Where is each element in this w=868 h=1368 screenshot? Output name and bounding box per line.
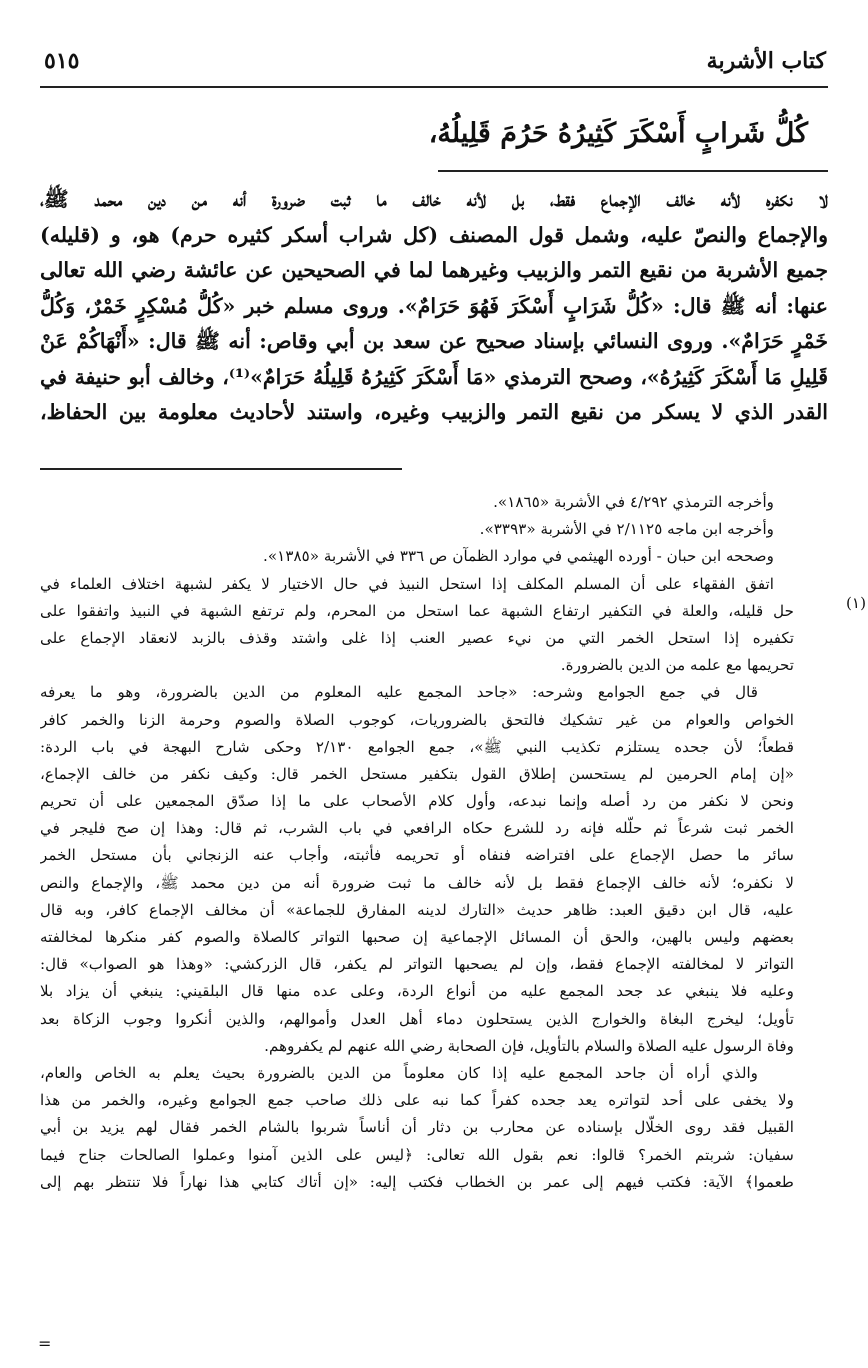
- commentary-block: [40, 182, 828, 431]
- commentary-line: والإجماع والنصّ عليه، وشمل قول المصنف (كل شراب أسكر كثيره حرم) هو، و (قليله): [40, 222, 828, 247]
- matn-box: [428, 110, 828, 172]
- footnote-line: قطعاً؛ لأن جحده يستلزم تكذيب النبي ﷺ»، جمع الجوامع ٢/١٣٠ وحكى شارح البهجة في باب الردة:: [40, 737, 794, 756]
- page-number: ٥١٥: [44, 48, 80, 74]
- footnote-line: التواتر لا لمخالفته الإجماع فقط، وإن لم يصحبها التواتر لم يكفر، قال الزركشي: «وهذا هو الصواب» قال:: [40, 955, 794, 974]
- footnote-line: ونحن لا نكفر من رد أصله وإنما نبدعه، وأول كلام الأصحاب على ما إذا صدّق المجمعين على أن تحريم: [40, 792, 794, 811]
- footnote-line: الخواص والعوام من غير تشكيك فالتحق بالضروريات، كوجوب الصلاة والصوم وحرمة الزنا والخمر كافر: [40, 710, 794, 729]
- commentary-line: خَمْرٍ حَرَامٌ». وروى النسائي بإسناد صحيح عن سعد بن أبي وقاص: أنه ﷺ قال: «أَنْهَاكُمْ عَنْ: [40, 329, 828, 353]
- footnote-line: وفاة الرسول عليه الصلاة والسلام بالتأويل، فإن الصحابة رضي الله عنهم لم يكفروهم.: [264, 1036, 794, 1055]
- footnote-line: تكفيره إذا استحل الخمر التي من نيء عصير العنب إذا غلى واشتد وقذف بالزبد لانعقاد الإجماع على: [40, 628, 794, 647]
- footnote-divider: [40, 468, 402, 470]
- footnote-line: لا نكفره؛ لأنه خالف الإجماع فقط بل لأنه خالف ما ثبت ضرورة أنه من دين محمد ﷺ، والإجماع والنص: [40, 873, 794, 892]
- footnote-line: تحريمها مع علمه من الدين بالضرورة.: [560, 656, 794, 675]
- footnote-line: «إن إمام الحرمين لم يستحسن إطلاق القول بتكفير مستحل الخمر قال: وكيف نكفر من خالف الإجماع،: [40, 764, 794, 783]
- footnote-line: بعضهم وليس بالهين، والحق أن المسائل الإجماعية إن صحبها التواتر كالصلاة والصوم كفر منكرها لمخالفته: [40, 928, 794, 946]
- footnote-line: سفيان: شربتم الخمر؟ قالوا: نعم بقول الله تعالى: ﴿ليس على الذين آمنوا وعملوا الصالحات جناح فيما: [40, 1145, 794, 1164]
- commentary-line: جميع الأشربة من نقيع التمر والزبيب وغيرهما لما في الصحيحين عن عائشة رضي الله تعالى: [40, 258, 828, 282]
- footnote-line: حل قليله، والعلة في التكفير ارتفاع الشبهة عما استحل من المحرم، ولم ترتفع الشبهة في النبيذ واتفقوا على: [40, 601, 794, 620]
- footnote-line: طعموا﴾ الآية: فكتب فيهم إلى عمر بن الخطاب فكتب إليه: «إن أتاك كتابي هذا نهاراً فلا تنتظر بهم إلى: [40, 1172, 794, 1191]
- footnote-line: ولا يخفى على أحد لتواتره يعد جحده كفراً كما نبه على ذلك صاحب جمع الجوامع وغيره، والخمر من هذا: [40, 1091, 794, 1110]
- footnote-line: وأخرجه الترمذي ٤/٢٩٢ في الأشربة «١٨٦٥».: [493, 493, 774, 511]
- commentary-line: عنها: أنه ﷺ قال: «كُلُّ شَرَابٍ أَسْكَرَ فَهُوَ حَرَامٌ». وروى مسلم خبر «كُلُّ مُسْكِرٍ خَمْرٌ، وَكُلُّ: [40, 293, 828, 318]
- footnote-line: القبيل فقد روى الخلّال بإسناده عن محارب بن دثار أن أناساً شربوا بالشام الخمر فقال لهم يزيد بن أبي: [40, 1118, 794, 1137]
- footnote-line: وعليه فلا ينبغي عد جحد المجمع عليه من أنواع الردة، وعلى عده منها قال البلقيني: ينبغي أن يزاد بلا: [40, 982, 794, 1001]
- commentary-line: لا نكفره لأنه خالف الإجماع فقط، بل لأنه خالف ما ثبت ضرورة أنه من دين محمد ﷺ،: [40, 187, 828, 211]
- running-head: [40, 48, 828, 88]
- footnote-line: الخمر ثبت شرعاً ثم حلّله فإنه رد للشرع حكاه الرافعي في باب الشرب، ثم قال: وهذا إن صح فليجر في: [40, 819, 794, 838]
- continuation-mark: =: [38, 1334, 52, 1353]
- footnote-line: وصححه ابن حبان - أورده الهيثمي في موارد الظمآن ص ٣٣٦ في الأشربة «١٣٨٥».: [263, 547, 774, 566]
- footnotes-block: [40, 489, 828, 1196]
- footnote-line: اتفق الفقهاء على أن المسلم المكلف إذا استحل النبيذ في حال الاختيار لا يكفر لشبهة اختلاف العلماء في: [40, 574, 774, 593]
- commentary-line: قَلِيلِ مَا أَسْكَرَ كَثِيرُهُ»، وصحح الترمذي «مَا أَسْكَرَ كَثِيرُهُ قَلِيلُهُ حَرَامٌ»⁽¹⁾، وخالف أبو حنيفة في: [40, 364, 828, 389]
- footnote-line: تأويل؛ ليخرج البغاة والخوارج الذين يستحلون دماء أهل العدل وأموالهم، والذين أنكروا وجوب الزكاة بعد: [40, 1009, 794, 1028]
- footnote-line: قال في جمع الجوامع وشرحه: «جاحد المجمع عليه المعلوم من الدين بالضرورة، وهو ما يعرفه: [40, 683, 758, 702]
- footnote-marker: (١): [845, 594, 866, 612]
- commentary-line: القدر الذي لا يسكر من نقيع التمر والزبيب وغيره، واستند لأحاديث معلومة بين الحفاظ،: [40, 400, 828, 424]
- footnote-line: سائر ما حصل الإجماع على افتراضه فنفاه أو تحريمه فأثبته، وأجاب عنه الزنجاني بأن مستحل الخمر: [40, 846, 794, 865]
- footnote-line: عليه، قال ابن دقيق العبد: ظاهر حديث «التارك لدينه المفارق للجماعة» أن مخالف الإجماع كافر، وبه قال: [40, 900, 794, 919]
- matn-text: كُلُّ شَرابٍ أَسْكَرَ كَثِيرُهُ حَرُمَ قَلِيلُهُ،: [428, 118, 808, 149]
- footnote-line: والذي أراه أن جاحد المجمع عليه إذا كان معلوماً من الدين بالضرورة بحيث يعلم به الخاص والعام،: [40, 1063, 758, 1082]
- book-title: كتاب الأشربة: [706, 48, 826, 74]
- footnote-line: وأخرجه ابن ماجه ٢/١١٢٥ في الأشربة «٣٣٩٣».: [479, 520, 774, 539]
